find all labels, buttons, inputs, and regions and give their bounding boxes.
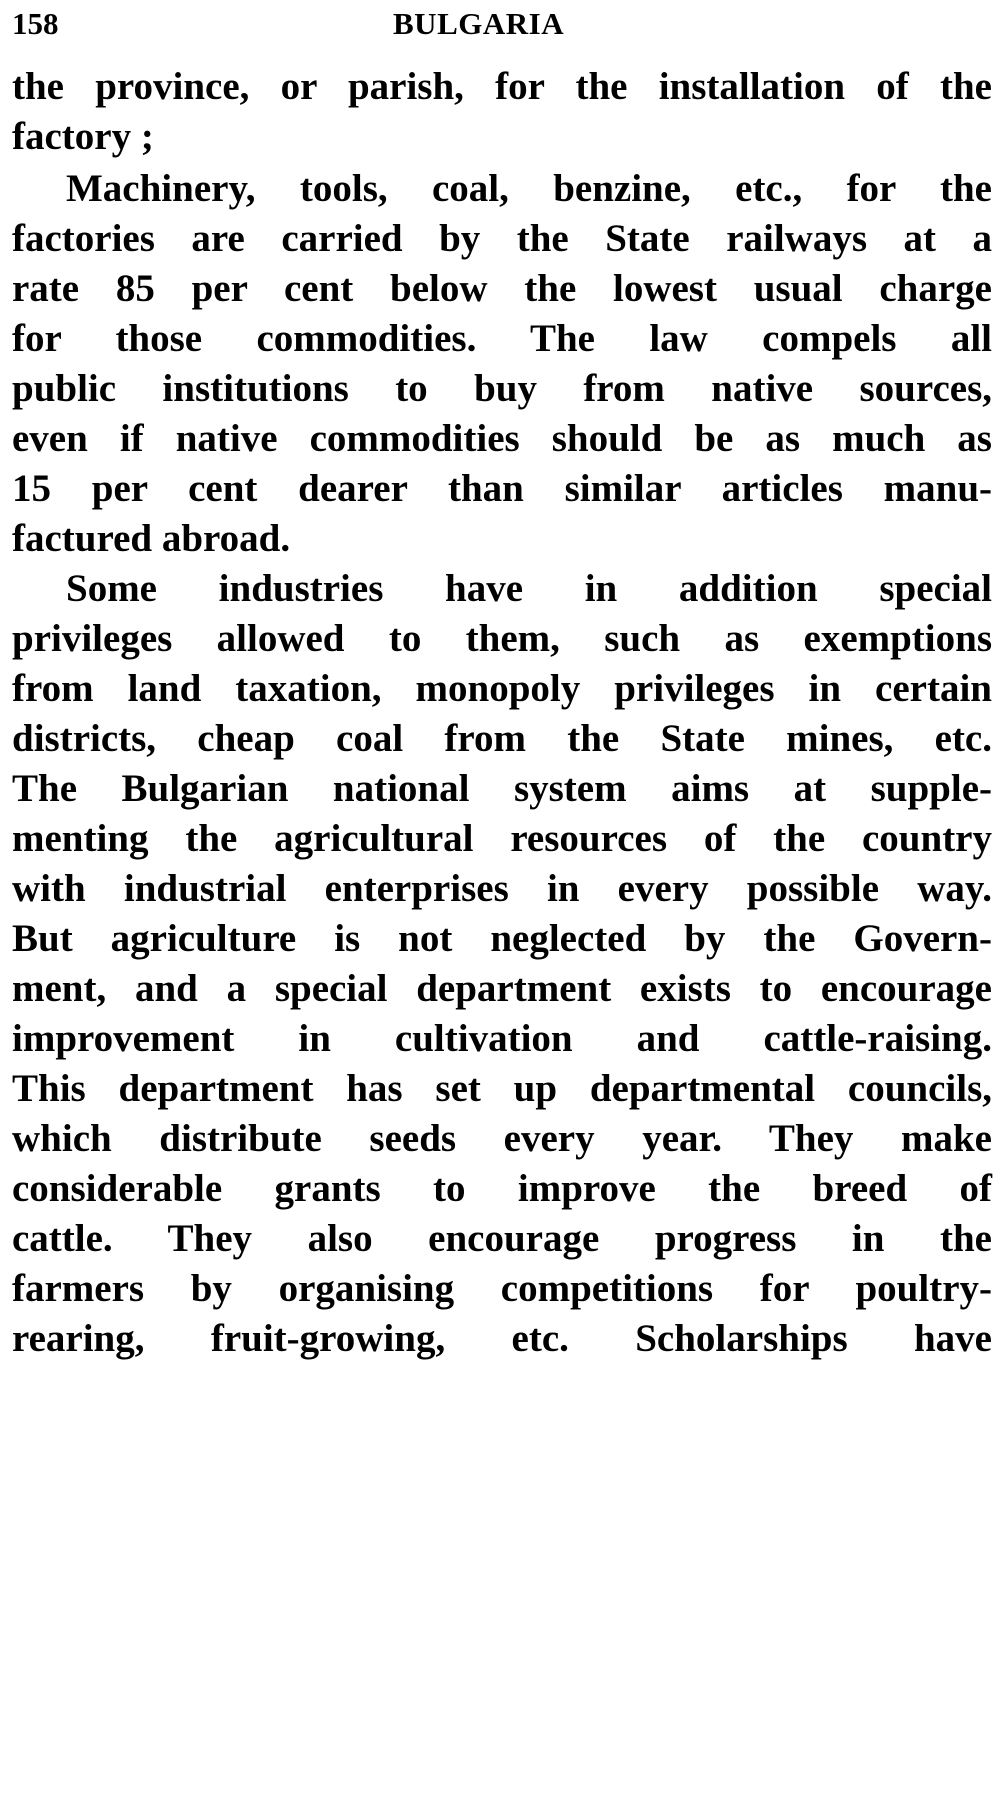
text-line: cattle. They also encourage progress in the — [12, 1217, 992, 1260]
text-line: rearing, fruit-growing, etc. Scholarships have — [12, 1317, 992, 1360]
text-line: Machinery, tools, coal, benzine, etc., for the — [66, 167, 992, 210]
text-line: improvement in cultivation and cattle-raising. — [12, 1017, 992, 1060]
text-line: privileges allowed to them, such as exemptions — [12, 617, 992, 660]
text-line: public institutions to buy from native sources, — [12, 367, 992, 410]
text-line: farmers by organising competitions for poultry- — [12, 1267, 992, 1310]
text-line: for those commodities. The law compels all — [12, 317, 992, 360]
text-line: menting the agricultural resources of the country — [12, 817, 992, 860]
text-line: considerable grants to improve the breed of — [12, 1167, 992, 1210]
text-line: the province, or parish, for the installation of the — [12, 65, 992, 108]
text-line: factory ; — [12, 115, 154, 158]
text-line: with industrial enterprises in every possible way. — [12, 867, 992, 910]
text-line: Some industries have in addition special — [66, 567, 992, 610]
text-line: even if native commodities should be as much as — [12, 417, 992, 460]
text-line: This department has set up departmental councils, — [12, 1067, 992, 1110]
text-line: The Bulgarian national system aims at supple- — [12, 767, 992, 810]
text-line: districts, cheap coal from the State mines, etc. — [12, 717, 992, 760]
page-number: 158 — [12, 6, 59, 41]
text-line: from land taxation, monopoly privileges in certain — [12, 667, 992, 710]
running-title: BULGARIA — [393, 6, 565, 41]
text-line: ment, and a special department exists to encourage — [12, 967, 992, 1010]
running-head — [12, 0, 994, 54]
text-line: which distribute seeds every year. They make — [12, 1117, 992, 1160]
text-line: factured abroad. — [12, 517, 291, 560]
book-page — [12, 0, 994, 1360]
text-line: But agriculture is not neglected by the Govern- — [12, 917, 992, 960]
text-line: factories are carried by the State railways at a — [12, 217, 992, 260]
text-line: 15 per cent dearer than similar articles manu- — [12, 467, 992, 510]
text-line: rate 85 per cent below the lowest usual charge — [12, 267, 992, 310]
